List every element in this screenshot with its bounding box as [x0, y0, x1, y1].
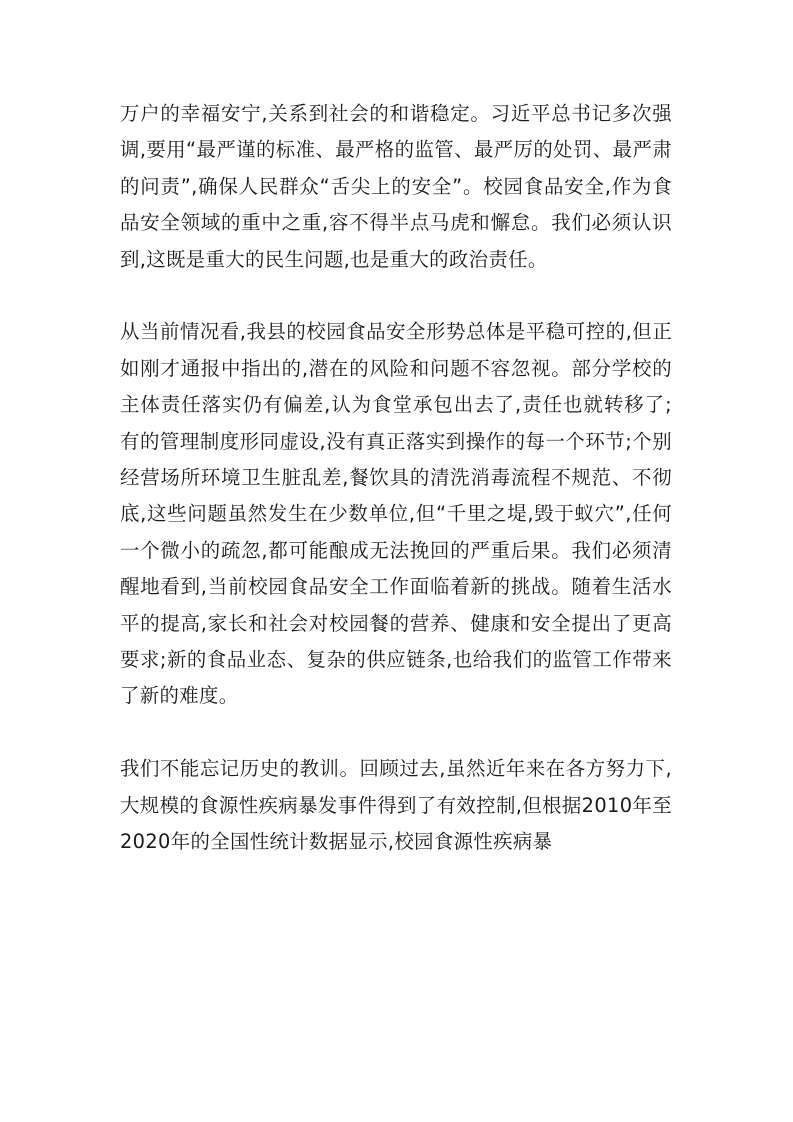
paragraph-2: 从当前情况看,我县的校园食品安全形势总体是平稳可控的,但正如刚才通报中指出的,潜在的风险和问题不容忽视。部分学校的主体责任落实仍有偏差,认为食堂承包出去了,责任也就转移了;有的管理制度形同虚设,没有真正落实到操作的每一个环节;个别经营场所环境卫生脏乱差,餐饮具的清洗消毒流程不规范、不彻底,这些问题虽然发生在少数单位,但“千里之堤,毁于蚁穴”,任何一个微小的疏忽,都可能酿成无法挽回的严重后果。我们必须清醒地看到,当前校园食品安全工作面临着新的挑战。随着生活水平的提高,家长和社会对校园餐的营养、健康和安全提出了更高要求;新的食品业态、复杂的供应链条,也给我们的监管工作带来了新的难度。: [120, 320, 672, 708]
document-body: [120, 96, 672, 861]
paragraph-1: 万户的幸福安宁,关系到社会的和谐稳定。习近平总书记多次强调,要用“最严谨的标准、最严格的监管、最严厉的处罚、最严肃的问责”,确保人民群众“舌尖上的安全”。校园食品安全,作为食品安全领域的重中之重,容不得半点马虎和懈怠。我们必须认识到,这既是重大的民生问题,也是重大的政治责任。: [120, 102, 672, 271]
paragraph-3: 我们不能忘记历史的教训。回顾过去,虽然近年来在各方努力下,大规模的食源性疾病暴发事件得到了有效控制,但根据2010年至2020年的全国性统计数据显示,校园食源性疾病暴: [120, 757, 672, 854]
